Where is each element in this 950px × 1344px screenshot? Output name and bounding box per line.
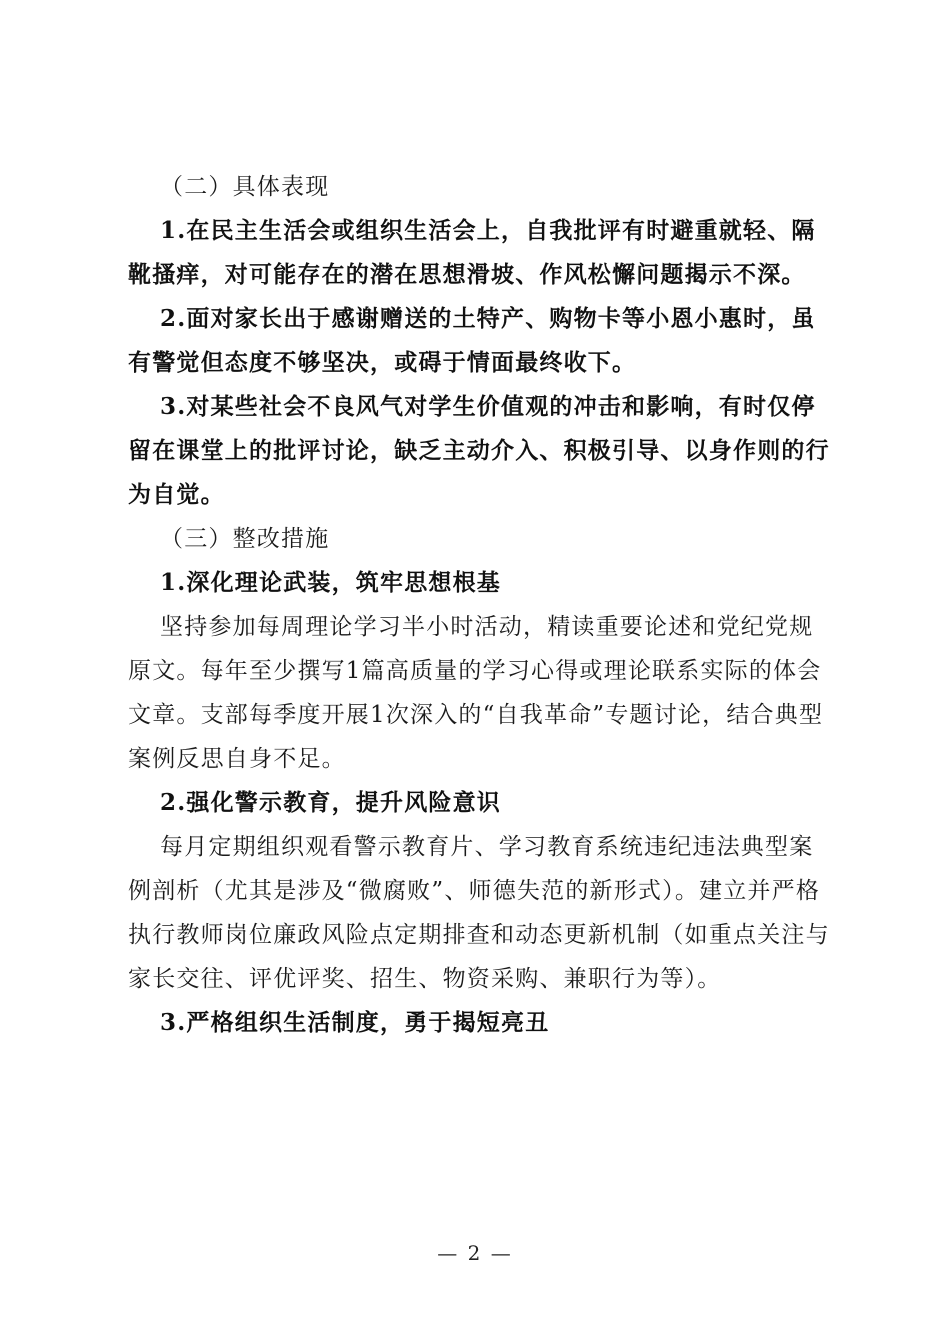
measure-2-body: 每月定期组织观看警示教育片、学习教育系统违纪违法典型案例剖析（尤其是涉及“微腐败”、师德失范的新形式）。建立并严格执行教师岗位廉政风险点定期排查和动态更新机制（如重点关注与家长交往、评优评奖、招生、物资采购、兼职行为等）。 — [128, 834, 830, 992]
section-heading-specific-manifestations: （二）具体表现 — [160, 174, 330, 200]
measure-3-title: 3.严格组织生活制度，勇于揭短亮丑 — [160, 1009, 550, 1036]
measure-1-body: 坚持参加每周理论学习半小时活动，精读重要论述和党纪党规原文。每年至少撰写1篇高质量的学习心得或理论联系实际的体会文章。支部每季度开展1次深入的“自我革命”专题讨论，结合典型案例反思自身不足。 — [128, 614, 824, 772]
manifestation-item-3: 3.对某些社会不良风气对学生价值观的冲击和影响，有时仅停留在课堂上的批评讨论，缺乏主动介入、积极引导、以身作则的行为自觉。 — [128, 393, 830, 508]
page-number: — 2 — — [437, 1241, 513, 1265]
manifestation-item-1: 1.在民主生活会或组织生活会上，自我批评有时避重就轻、隔靴搔痒，对可能存在的潜在思想滑坡、作风松懈问题揭示不深。 — [128, 217, 816, 288]
document-body — [128, 165, 832, 1045]
measure-2-title: 2.强化警示教育，提升风险意识 — [160, 789, 502, 816]
section-heading-rectification-measures: （三）整改措施 — [160, 526, 330, 552]
manifestation-item-2: 2.面对家长出于感谢赠送的土特产、购物卡等小恩小惠时，虽有警觉但态度不够坚决，或碍于情面最终收下。 — [128, 305, 816, 376]
measure-1-title: 1.深化理论武装，筑牢思想根基 — [160, 569, 502, 596]
